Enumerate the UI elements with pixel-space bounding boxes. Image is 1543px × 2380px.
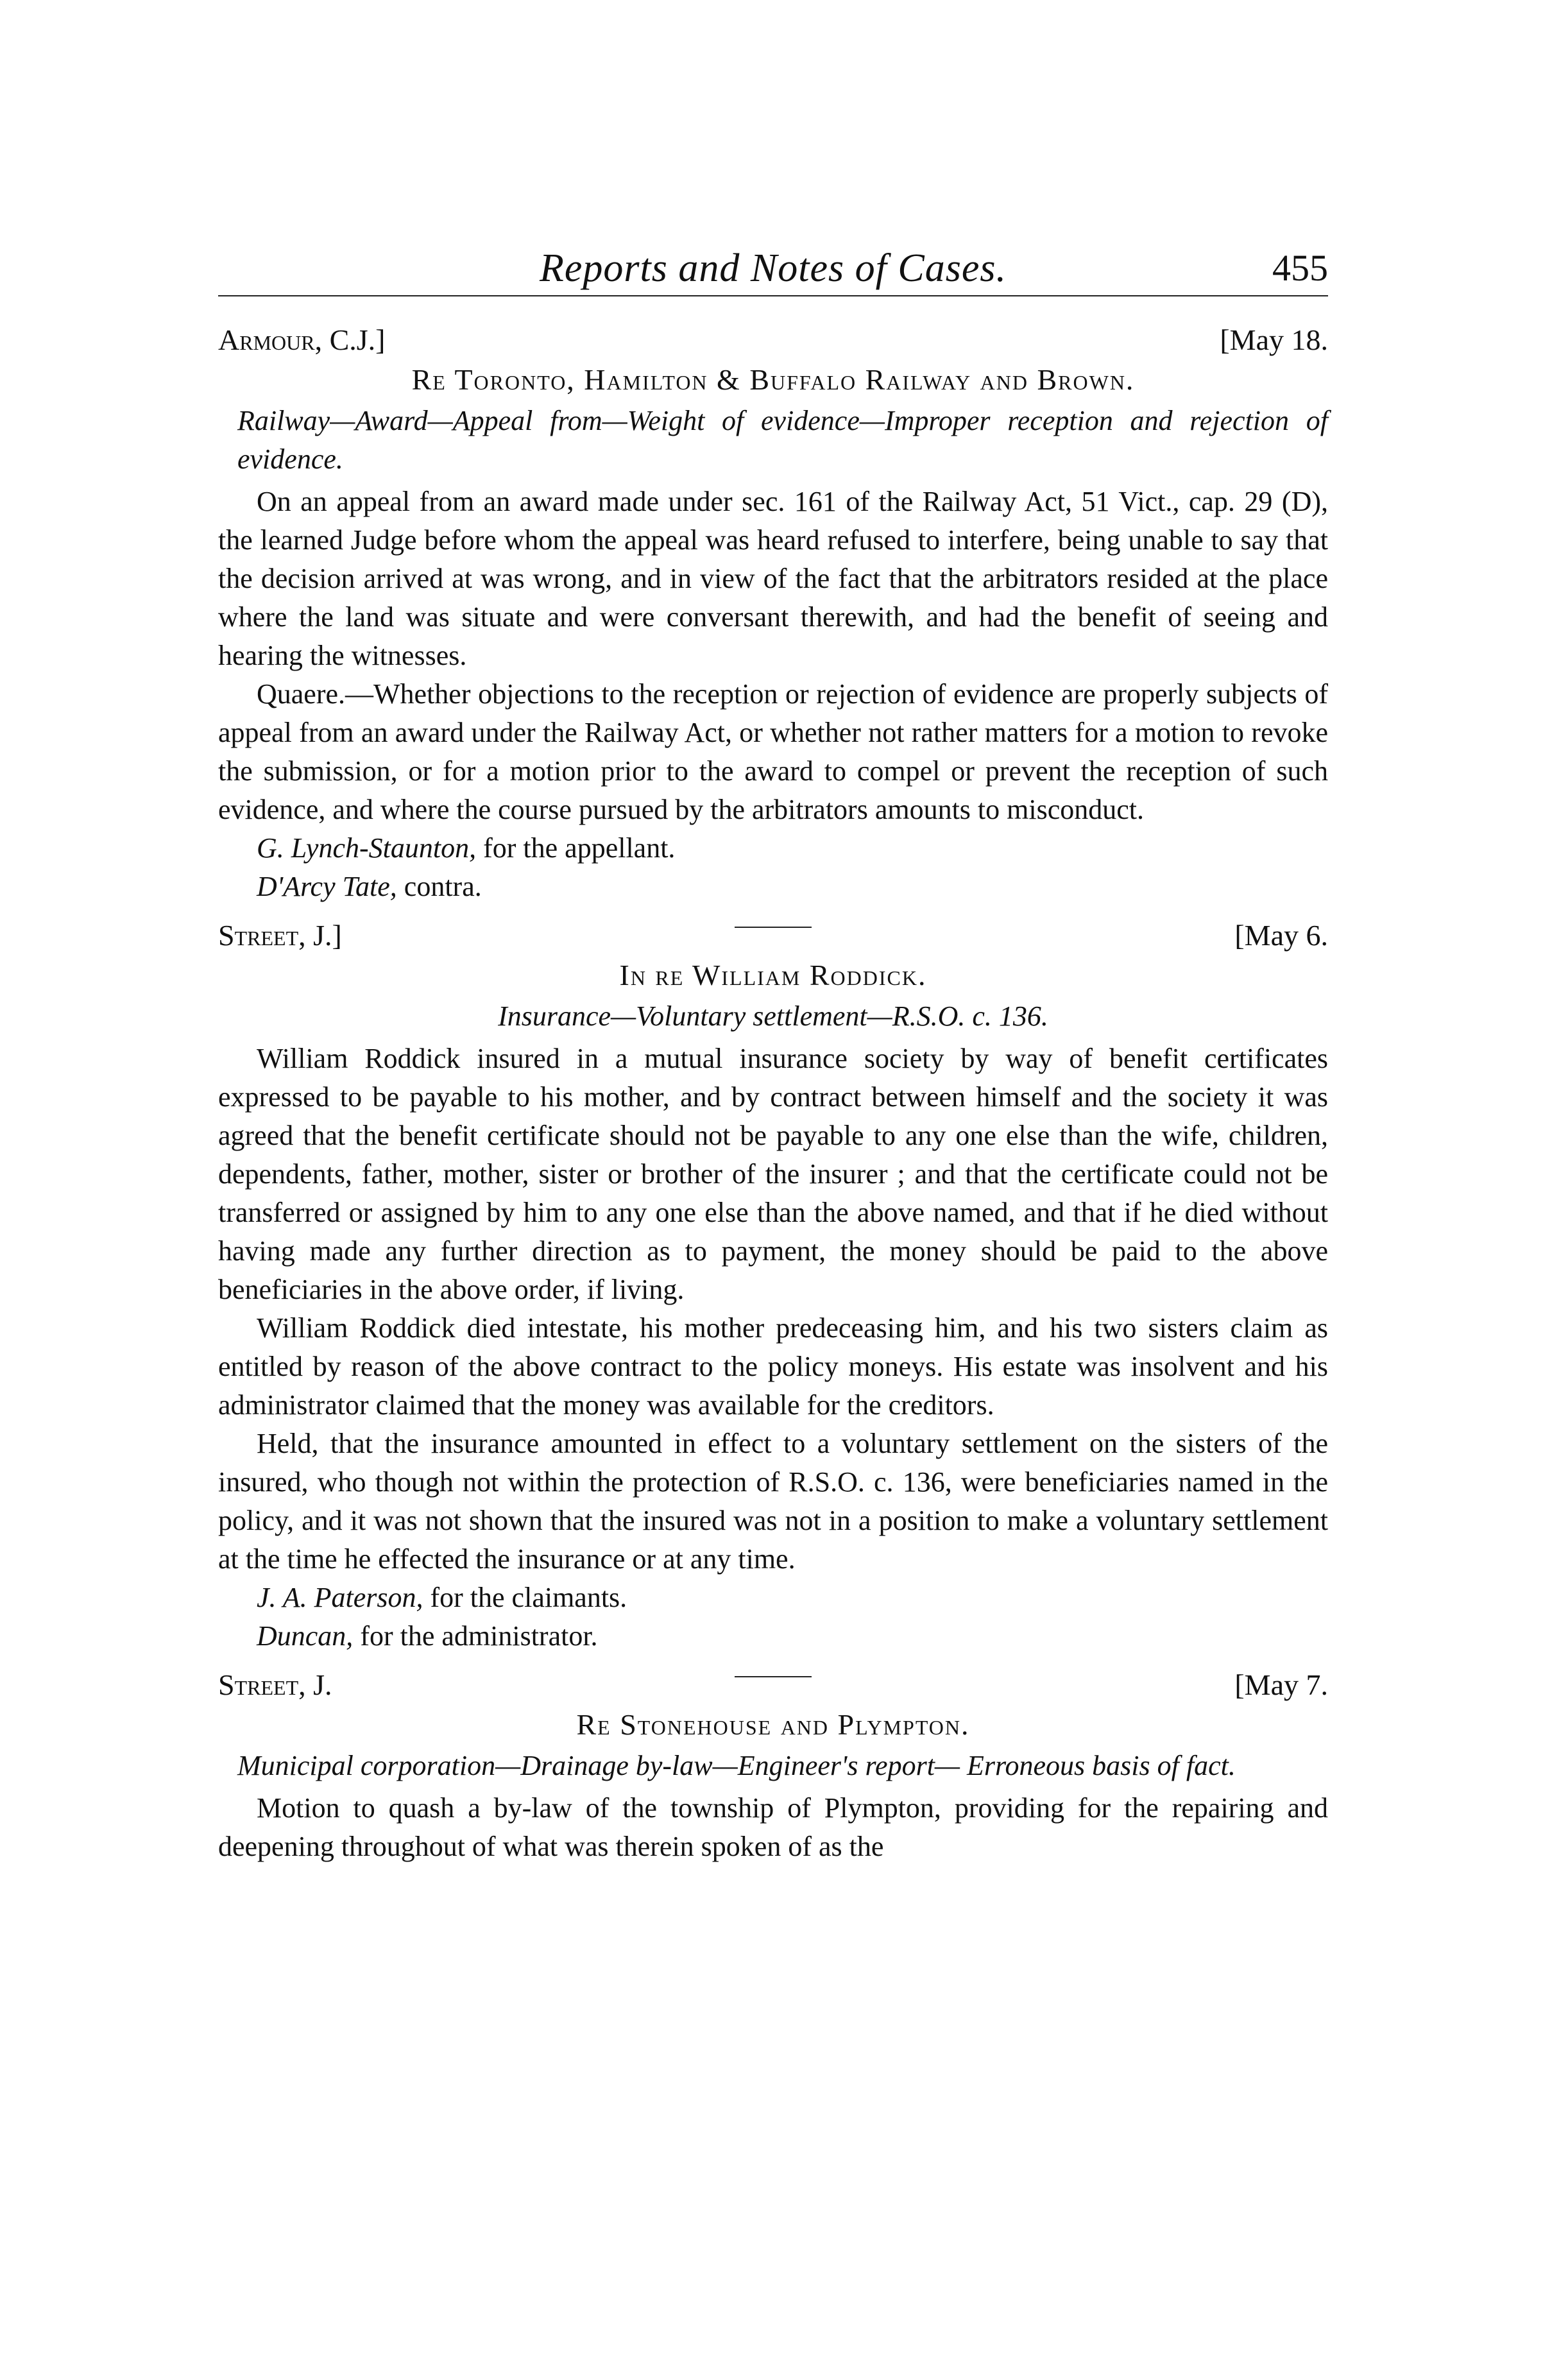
page-number: 455	[1272, 247, 1328, 289]
case-2-paragraph: Held, that the insurance amounted in effect to a voluntary settlement on the sisters of the insured, who though not within the protection of R.S.O. c. 136, were beneficiaries named in the policy, and it was not shown that the insured was not in a position to make a voluntary settlement at the time he effected the insurance or at any time.	[218, 1428, 1328, 1575]
case-1-counsel	[218, 829, 1328, 868]
counsel-role: contra.	[396, 871, 482, 902]
counsel-name: G. Lynch-Staunton,	[257, 832, 477, 864]
case-2-judge: Street, J.]	[218, 919, 342, 952]
case-3-header	[218, 1666, 1328, 1704]
case-3-title: Re Stonehouse and Plympton.	[576, 1708, 970, 1741]
case-1-counsel	[218, 868, 1328, 906]
case-3	[218, 1666, 1328, 1866]
case-2	[218, 916, 1328, 1656]
running-header	[218, 231, 1328, 296]
case-1-paragraph: Quaere.—Whether objections to the reception or rejection of evidence are properly subjects of appeal from an award under the Railway Act, or whether not rather matters for a motion to revoke the submission, or for a motion prior to the award to compel or prevent the reception of such evidence, and where the course pursued by the arbitrators amounts to misconduct.	[218, 678, 1328, 825]
counsel-role: for the administrator.	[353, 1620, 598, 1652]
counsel-name: Duncan,	[257, 1620, 354, 1652]
running-title: Reports and Notes of Cases.	[540, 246, 1007, 290]
case-2-catchwords: Insurance—Voluntary settlement—R.S.O. c. 136.	[498, 1000, 1048, 1032]
case-2-header	[218, 916, 1328, 955]
case-3-paragraph: Motion to quash a by-law of the township of Plympton, providing for the repairing and deepening throughout of what was therein spoken of as the	[218, 1792, 1328, 1862]
page	[218, 231, 1328, 1872]
case-3-judge: Street, J.	[218, 1668, 332, 1701]
case-1-title: Re Toronto, Hamilton & Buffalo Railway and Brown.	[411, 363, 1135, 396]
case-3-catchwords: Municipal corporation—Drainage by-law—Engineer's report— Erroneous basis of fact.	[237, 1750, 1236, 1781]
case-1-date: [May 18.	[1220, 323, 1328, 356]
case-1-paragraph: On an appeal from an award made under sec. 161 of the Railway Act, 51 Vict., cap. 29 (D), the learned Judge before whom the appeal was heard refused to interfere, being unable to say that the decision arrived at was wrong, and in view of the fact that the arbitrators resided at the place where the land was situate and were conversant therewith, and had the benefit of seeing and hearing the witnesses.	[218, 486, 1328, 671]
case-2-paragraph: William Roddick died intestate, his mother predeceasing him, and his two sisters claim as entitled by reason of the above contract to the policy moneys. His estate was insolvent and his administrator claimed that the money was available for the creditors.	[218, 1312, 1328, 1421]
case-2-date: [May 6.	[1234, 919, 1328, 952]
case-2-counsel	[218, 1579, 1328, 1617]
case-3-date: [May 7.	[1234, 1668, 1328, 1701]
case-1-judge: Armour, C.J.]	[218, 323, 386, 356]
counsel-name: J. A. Paterson,	[257, 1582, 423, 1613]
counsel-name: D'Arcy Tate,	[257, 871, 397, 902]
counsel-role: for the appellant.	[476, 832, 676, 864]
case-2-counsel	[218, 1617, 1328, 1656]
case-1	[218, 321, 1328, 906]
case-1-catchwords: Railway—Award—Appeal from—Weight of evidence—Improper reception and rejection of evidence.	[237, 405, 1328, 475]
counsel-role: for the claimants.	[423, 1582, 627, 1613]
case-2-title: In re William Roddick.	[619, 959, 927, 991]
case-1-header	[218, 321, 1328, 359]
case-2-paragraph: William Roddick insured in a mutual insurance society by way of benefit certificates expressed to be payable to his mother, and by contract between himself and the society it was agreed that the benefit certificate should not be payable to any one else than the wife, children, dependents, father, mother, sister or brother of the insurer ; and that the certificate could not be transferred or assigned by him to any one else than the above named, and that if he died without having made any further direction as to payment, the money should be paid to the above beneficiaries in the above order, if living.	[218, 1043, 1328, 1305]
